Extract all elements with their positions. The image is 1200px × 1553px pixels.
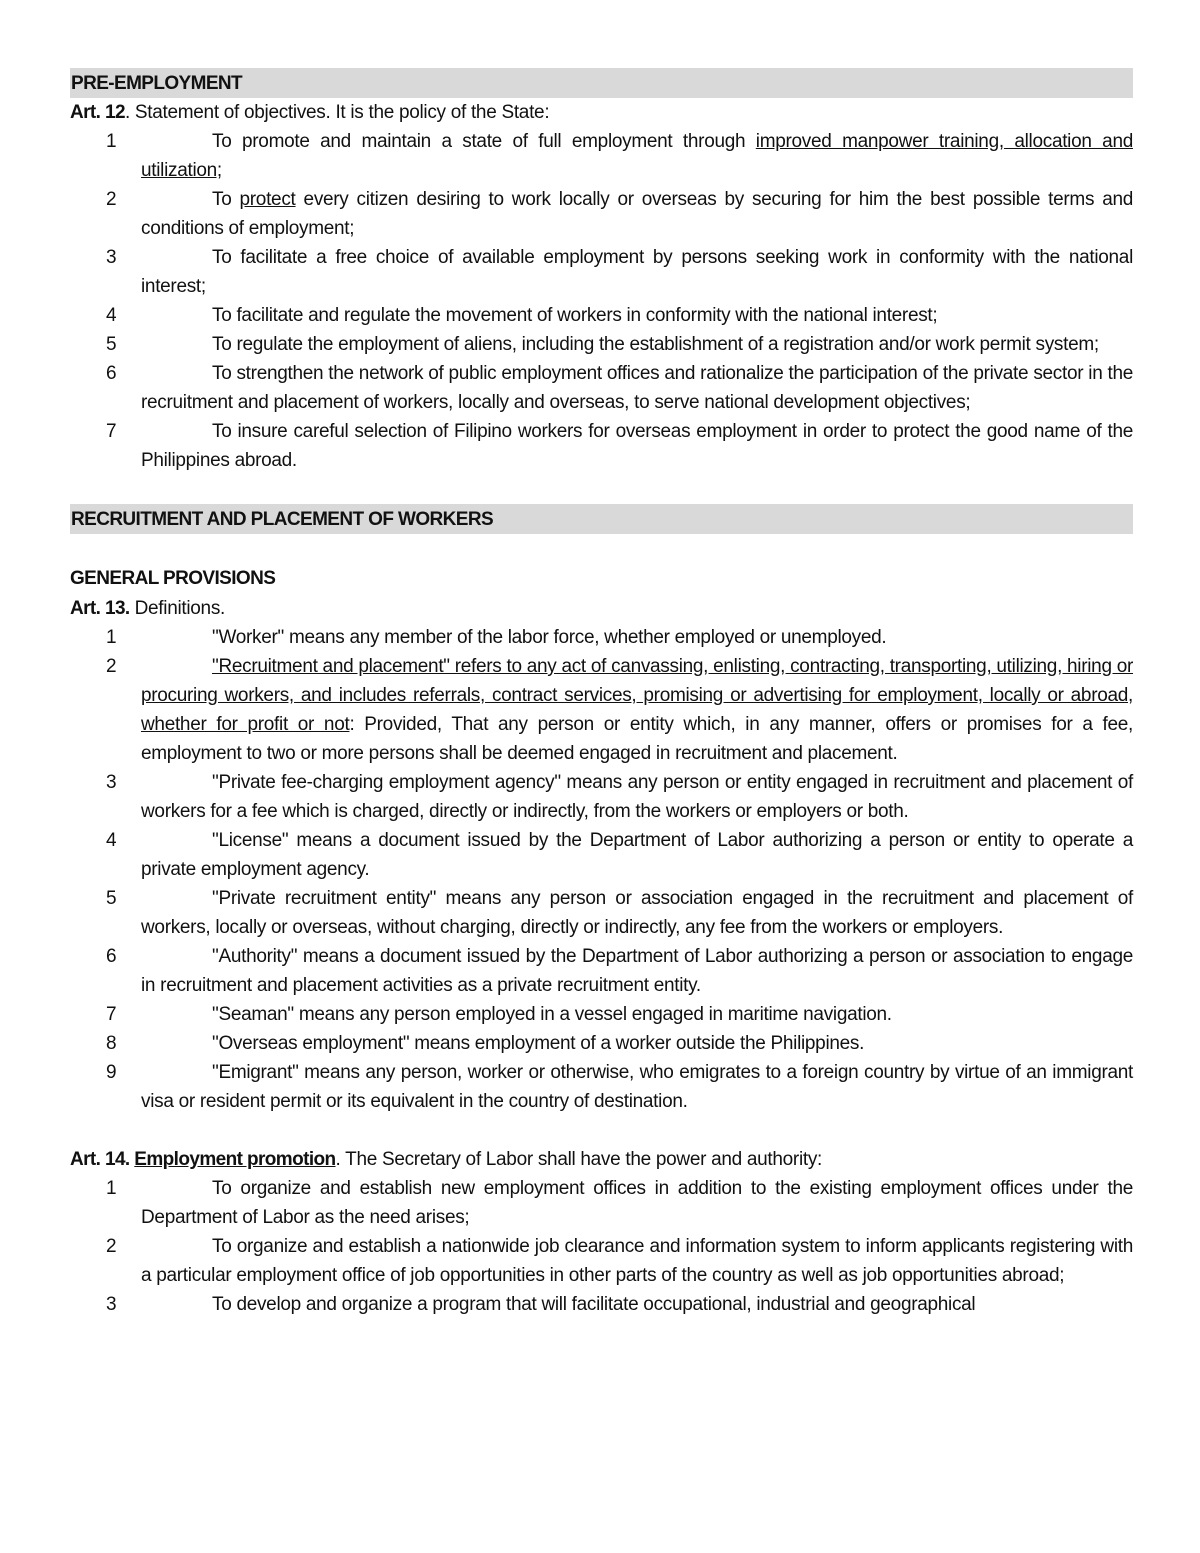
- item-number: 3: [106, 247, 117, 268]
- list-item: [70, 1058, 1133, 1116]
- item-text: To promote and maintain a state of full employment through: [212, 131, 756, 152]
- item-text: To facilitate a free choice of available employment by persons seeking work in conformity with the national interest;: [141, 247, 1133, 297]
- section-header-pre-employment: PRE-EMPLOYMENT: [70, 68, 1133, 98]
- general-provisions-heading: GENERAL PROVISIONS: [70, 568, 276, 589]
- item-text: To facilitate and regulate the movement of workers in conformity with the national interest;: [212, 305, 938, 326]
- item-number: 1: [106, 627, 117, 648]
- item-underlined-text: "Recruitment and placement" refers to any act of canvassing, enlisting, contracting, transporting, utilizing, hiring or procuring workers, and includes referrals, contract services, promising or advertising for employment, locally or abroad, whether for profit or not: [141, 656, 1133, 735]
- item-text: "Authority" means a document issued by the Department of Labor authorizing a person or association to engage in recruitment and placement activities as a private recruitment entity.: [141, 946, 1133, 996]
- item-number: 2: [106, 1236, 117, 1257]
- article-14-title: Employment promotion: [134, 1149, 336, 1170]
- article-13-list: [70, 623, 1133, 1116]
- article-12-label: Art. 12: [70, 102, 125, 123]
- item-number: 9: [106, 1062, 117, 1083]
- item-number: 7: [106, 1004, 117, 1025]
- item-number: 3: [106, 772, 117, 793]
- list-item: [70, 1029, 1133, 1058]
- item-number: 1: [106, 1178, 117, 1199]
- spacer: [70, 534, 1133, 564]
- item-text: "License" means a document issued by the Department of Labor authorizing a person or entity to operate a private employment agency.: [141, 830, 1133, 880]
- item-number: 5: [106, 334, 117, 355]
- article-13-label: Art. 13.: [70, 598, 130, 619]
- list-item: [70, 768, 1133, 826]
- item-number: 4: [106, 305, 117, 326]
- list-item: [70, 1232, 1133, 1290]
- list-item: [70, 1174, 1133, 1232]
- article-14-heading: [70, 1145, 1133, 1174]
- item-text: To: [212, 189, 240, 210]
- item-text: "Private fee-charging employment agency" means any person or entity engaged in recruitment and placement of workers for a fee which is charged, directly or indirectly, from the workers or employers or both.: [141, 772, 1133, 822]
- item-text: To organize and establish new employment offices in addition to the existing employment offices under the Department of Labor as the need arises;: [141, 1178, 1133, 1228]
- article-14-intro: . The Secretary of Labor shall have the power and authority:: [335, 1149, 823, 1170]
- item-number: 6: [106, 363, 117, 384]
- item-text: To regulate the employment of aliens, including the establishment of a registration and/or work permit system;: [212, 334, 1099, 355]
- item-text: "Private recruitment entity" means any person or association engaged in the recruitment and placement of workers, locally or overseas, without charging, directly or indirectly, any fee from the workers or employers.: [141, 888, 1133, 938]
- spacer: [70, 475, 1133, 504]
- list-item: [70, 942, 1133, 1000]
- item-text-continued: every citizen desiring to work locally or overseas by securing for him the best possible terms and conditions of employment;: [141, 189, 1133, 239]
- article-13-intro: Definitions.: [129, 598, 225, 619]
- item-text: To organize and establish a nationwide job clearance and information system to inform applicants registering with a particular employment office of job opportunities in other parts of the country as well as job opportunities abroad;: [141, 1236, 1133, 1286]
- item-text: "Emigrant" means any person, worker or otherwise, who emigrates to a foreign country by virtue of an immigrant visa or resident permit or its equivalent in the country of destination.: [141, 1062, 1133, 1112]
- list-item: [70, 185, 1133, 243]
- list-item: [70, 826, 1133, 884]
- article-14-label: Art. 14.: [70, 1149, 135, 1170]
- item-number: 3: [106, 1294, 117, 1315]
- item-number: 8: [106, 1033, 117, 1054]
- article-14-list: [70, 1174, 1133, 1319]
- list-item: [70, 652, 1133, 768]
- section-header-recruitment: RECRUITMENT AND PLACEMENT OF WORKERS: [70, 504, 1133, 534]
- item-text: To insure careful selection of Filipino workers for overseas employment in order to protect the good name of the Philippines abroad.: [141, 421, 1133, 471]
- item-underlined-text: protect: [239, 189, 296, 210]
- item-underlined-text: improved manpower training, allocation and utilization;: [141, 131, 1133, 181]
- list-item: [70, 1000, 1133, 1029]
- item-text: "Overseas employment" means employment of a worker outside the Philippines.: [212, 1033, 865, 1054]
- article-12-intro: . Statement of objectives. It is the policy of the State:: [124, 102, 550, 123]
- item-number: 6: [106, 946, 117, 967]
- item-text: "Seaman" means any person employed in a vessel engaged in maritime navigation.: [212, 1004, 892, 1025]
- list-item: [70, 127, 1133, 185]
- item-number: 5: [106, 888, 117, 909]
- document-page: [70, 68, 1133, 1319]
- list-item: [70, 359, 1133, 417]
- article-13-heading: [70, 594, 1133, 623]
- list-item: [70, 623, 1133, 652]
- spacer: [70, 1116, 1133, 1145]
- list-item: [70, 417, 1133, 475]
- item-text: To strengthen the network of public employment offices and rationalize the participation of the private sector in the recruitment and placement of workers, locally and overseas, to serve national development objectives;: [141, 363, 1133, 413]
- item-text: To develop and organize a program that will facilitate occupational, industrial and geographical: [212, 1294, 976, 1315]
- item-number: 1: [106, 131, 117, 152]
- item-number: 4: [106, 830, 117, 851]
- list-item: [70, 243, 1133, 301]
- item-number: 2: [106, 656, 117, 677]
- list-item: [70, 884, 1133, 942]
- list-item: [70, 301, 1133, 330]
- item-text: "Worker" means any member of the labor force, whether employed or unemployed.: [212, 627, 887, 648]
- list-item: [70, 330, 1133, 359]
- article-12-heading: [70, 98, 1133, 127]
- list-item: [70, 1290, 1133, 1319]
- item-number: 2: [106, 189, 117, 210]
- article-12-list: [70, 127, 1133, 475]
- item-number: 7: [106, 421, 117, 442]
- item-text-continued: : Provided, That any person or entity which, in any manner, offers or promises for a fee, employment to two or more persons shall be deemed engaged in recruitment and placement.: [141, 714, 1133, 764]
